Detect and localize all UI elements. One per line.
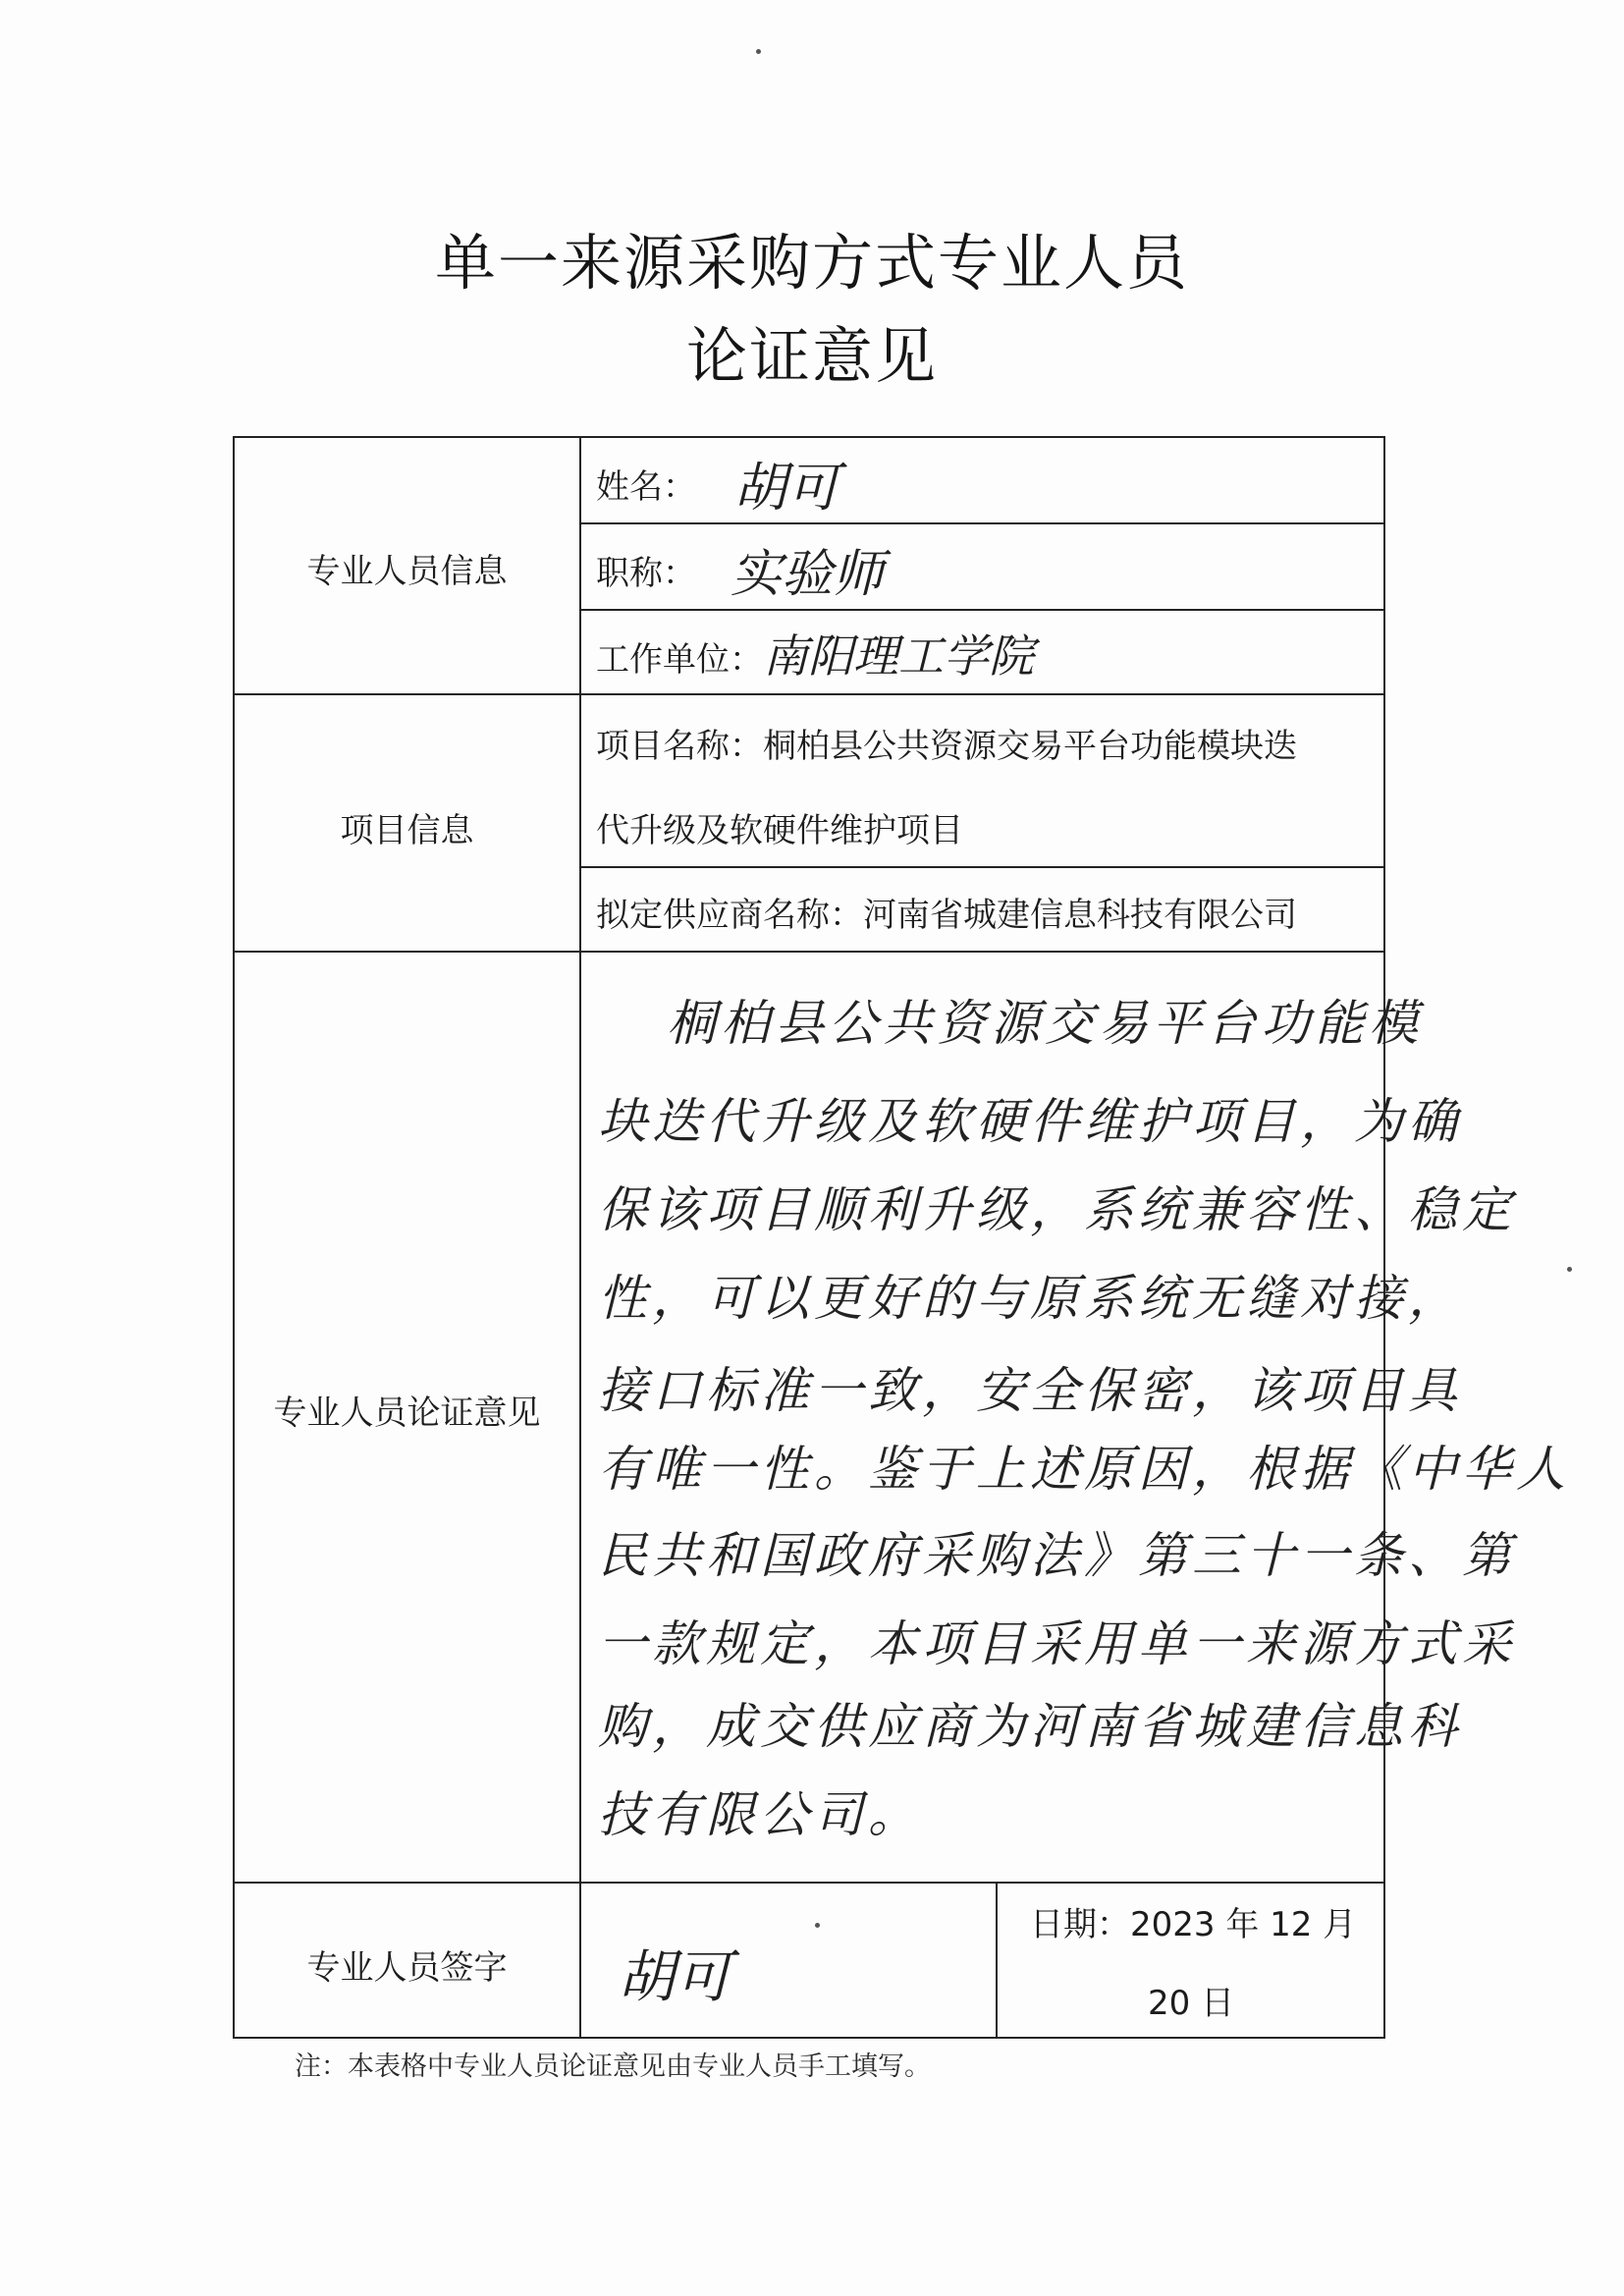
title-handwritten: 实验师 xyxy=(731,545,885,604)
name-handwritten: 胡可 xyxy=(733,457,839,519)
document-title: 单一来源采购方式专业人员 xyxy=(434,227,1189,299)
row-divider xyxy=(579,609,1385,611)
opinion-line: 技有限公司。 xyxy=(598,1786,922,1843)
employer-label: 工作单位： xyxy=(596,640,763,680)
date-line-1: 日期：2023 年 12 月 xyxy=(1030,1905,1357,1944)
opinion-line: 有唯一性。鉴于上述原因，根据《中华人 xyxy=(598,1441,1570,1498)
section-divider xyxy=(235,1882,1385,1884)
date-line-2: 20 日 xyxy=(1148,1984,1235,2023)
project-name-line-1: 项目名称：桐柏县公共资源交易平台功能模块迭 xyxy=(596,727,1297,766)
project-name-line-2: 代升级及软硬件维护项目 xyxy=(596,811,963,850)
scan-speck xyxy=(815,1923,820,1928)
opinion-line: 块迭代升级及软硬件维护项目，为确 xyxy=(598,1093,1462,1150)
opinion-line: 民共和国政府采购法》第三十一条、第 xyxy=(598,1527,1516,1584)
opinion-line: 一款规定，本项目采用单一来源方式采 xyxy=(598,1615,1516,1672)
employer-handwritten: 南阳理工学院 xyxy=(763,629,1034,683)
personnel-section-label: 专业人员信息 xyxy=(306,552,508,591)
signature-section-label: 专业人员签字 xyxy=(306,1948,508,1988)
opinion-line: 保该项目顺利升级，系统兼容性、稳定 xyxy=(598,1181,1516,1238)
row-divider xyxy=(579,866,1385,868)
signature-divider-right xyxy=(996,1882,998,2039)
signature-divider-left xyxy=(579,1882,581,2039)
section-divider xyxy=(235,693,1385,695)
scan-speck xyxy=(1567,1267,1572,1272)
footnote: 注：本表格中专业人员论证意见由专业人员手工填写。 xyxy=(295,2051,931,2082)
document-subtitle: 论证意见 xyxy=(685,320,938,392)
row-divider xyxy=(579,522,1385,524)
opinion-line: 性，可以更好的与原系统无缝对接， xyxy=(598,1270,1462,1327)
opinion-line: 购，成交供应商为河南省城建信息科 xyxy=(598,1698,1462,1755)
project-section-label: 项目信息 xyxy=(340,811,474,850)
signature-handwritten: 胡可 xyxy=(618,1943,732,2010)
name-label: 姓名： xyxy=(596,467,696,507)
section-divider xyxy=(235,951,1385,953)
supplier-line: 拟定供应商名称：河南省城建信息科技有限公司 xyxy=(596,896,1297,935)
opinion-form-table xyxy=(233,436,1570,2039)
title-label: 职称： xyxy=(596,554,696,593)
scan-speck xyxy=(756,49,761,54)
opinion-section-label: 专业人员论证意见 xyxy=(273,1394,541,1433)
opinion-line: 接口标准一致，安全保密，该项目具 xyxy=(598,1362,1462,1419)
opinion-line: 桐柏县公共资源交易平台功能模 xyxy=(667,995,1423,1052)
column-divider xyxy=(579,438,581,1882)
